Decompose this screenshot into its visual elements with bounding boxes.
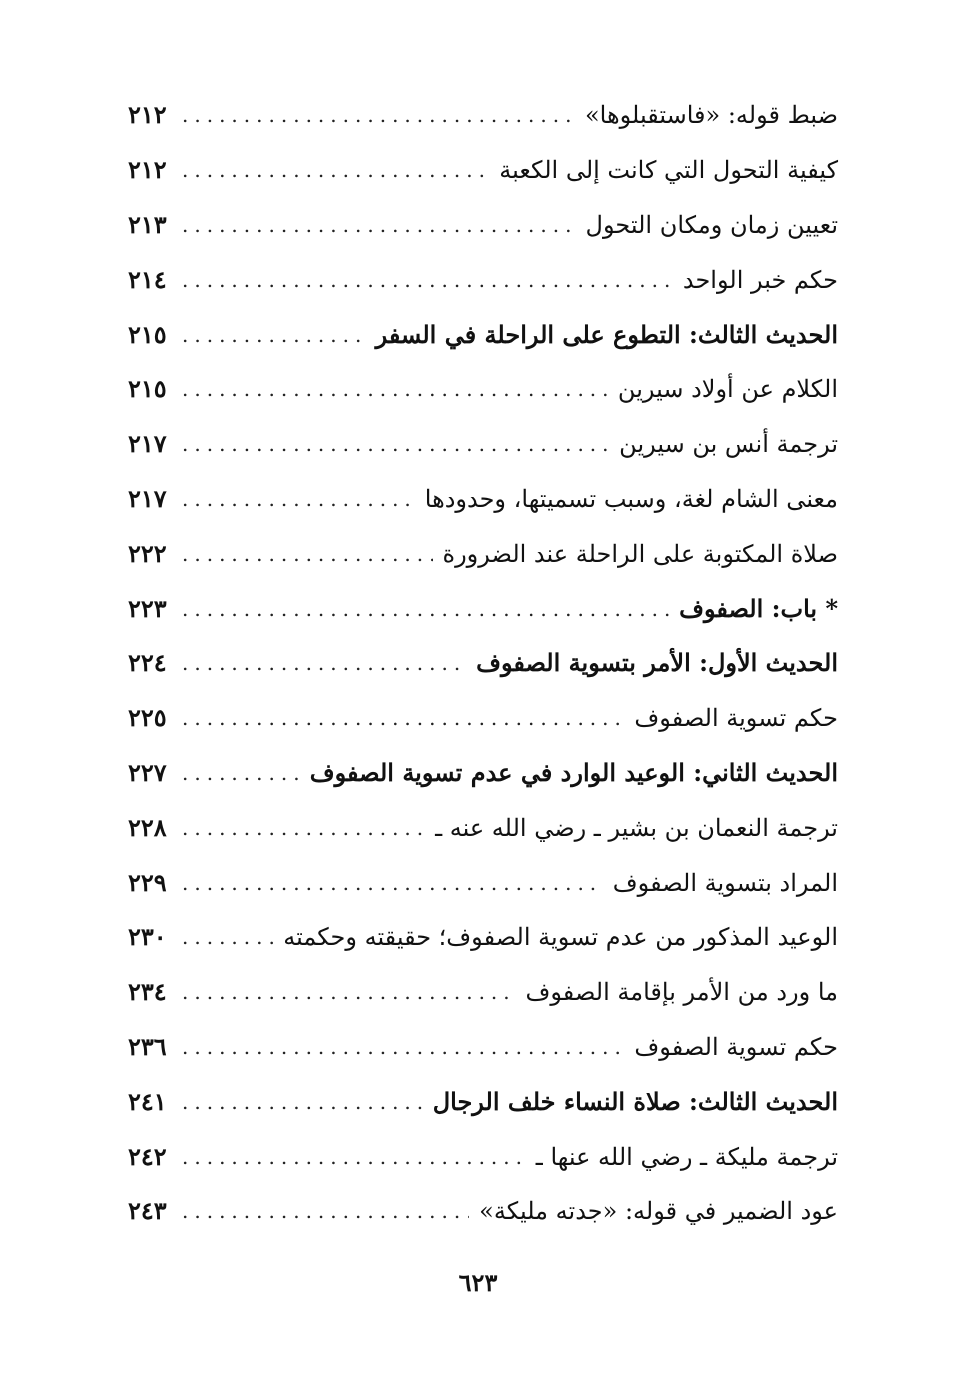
toc-entry-page: ٢٢٧ [128,757,167,787]
toc-entry-page: ٢٢٥ [128,703,167,733]
toc-leader-dots [182,1092,423,1112]
toc-entry-title: حكم تسوية الصفوف [634,704,838,733]
toc-entry [128,307,838,362]
toc-entry [128,1074,838,1129]
toc-entry-title: حكم تسوية الصفوف [634,1032,838,1061]
toc-entry-page: ٢١٧ [128,429,167,459]
toc-leader-dots [182,873,603,893]
toc-entry-title: الوعيد المذكور من عدم تسوية الصفوف؛ حقيقته وحكمته [283,923,838,952]
toc-entry [128,88,838,143]
toc-entry [128,1020,838,1075]
toc-entry-page: ٢١٤ [128,264,167,294]
toc-leader-dots [182,1147,526,1167]
toc-entry-title: ضبط قوله: «فاستقبلوها» [585,101,838,130]
toc-entry-page: ٢٤٢ [128,1141,167,1171]
toc-leader-dots [182,1037,624,1057]
toc-entry-title: ما ورد من الأمر بإقامة الصفوف [525,978,838,1007]
toc-entry [128,417,838,472]
toc-entry-title: معنى الشام لغة، وسبب تسميتها، وحدودها [424,484,838,513]
table-of-contents [128,88,838,1239]
toc-entry-title: الحديث الأول: الأمر بتسوية الصفوف [476,648,838,678]
page-number: ٦٢٣ [458,1268,498,1297]
toc-entry-page: ٢٤٣ [128,1196,167,1226]
toc-leader-dots [182,599,669,619]
toc-entry [128,1184,838,1239]
toc-leader-dots [182,927,273,947]
toc-entry [128,472,838,527]
toc-entry-title: الحديث الثالث: صلاة النساء خلف الرجال [432,1086,838,1116]
toc-entry [128,581,838,636]
toc-leader-dots [182,1201,469,1221]
toc-entry-page: ٢١٥ [128,319,167,349]
toc-entry-title: الكلام عن أولاد سيرين [617,375,838,404]
toc-entry-title: الحديث الثاني: الوعيد الوارد في عدم تسوية الصفوف [309,757,838,787]
toc-entry [128,198,838,253]
toc-entry [128,965,838,1020]
toc-entry-title: ترجمة النعمان بن بشير ـ رضي الله عنه ـ [435,813,838,842]
toc-entry-page: ٢٢٨ [128,812,167,842]
toc-entry [128,143,838,198]
toc-entry-title: الحديث الثالث: التطوع على الراحلة في السفر [375,319,838,349]
toc-entry [128,800,838,855]
toc-entry-title: حكم خبر الواحد [682,265,838,294]
toc-leader-dots [182,653,466,673]
toc-entry [128,252,838,307]
toc-entry-page: ٢١٢ [128,100,167,130]
toc-entry-title: ترجمة مليكة ـ رضي الله عنها ـ [535,1142,838,1171]
toc-entry-page: ٢١٣ [128,209,167,239]
toc-entry [128,910,838,965]
toc-entry-title: * باب: الصفوف [679,593,838,623]
toc-entry-title: ترجمة أنس بن سيرين [619,430,838,459]
toc-entry-title: صلاة المكتوبة على الراحلة عند الضرورة [442,539,838,568]
toc-entry [128,1129,838,1184]
toc-entry-page: ٢٣٠ [128,922,167,952]
toc-entry-page: ٢٣٤ [128,977,167,1007]
toc-leader-dots [182,818,425,838]
toc-entry-page: ٢١٥ [128,374,167,404]
toc-leader-dots [182,544,433,564]
toc-entry-page: ٢٤١ [128,1086,167,1116]
toc-entry-page: ٢٢٢ [128,538,167,568]
toc-leader-dots [182,160,489,180]
toc-entry-page: ٢١٢ [128,155,167,185]
toc-entry-title: المراد بتسوية الصفوف [612,868,838,897]
toc-entry-page: ٢٢٤ [128,648,167,678]
toc-leader-dots [182,489,415,509]
toc-entry [128,746,838,801]
toc-entry-page: ٢١٧ [128,483,167,513]
toc-leader-dots [182,215,576,235]
toc-entry-page: ٢٢٣ [128,593,167,623]
toc-entry [128,526,838,581]
toc-entry-title: تعيين زمان ومكان التحول [585,210,838,239]
toc-entry-title: عود الضمير في قوله: «جدته مليكة» [479,1197,838,1226]
toc-leader-dots [182,379,608,399]
toc-entry [128,855,838,910]
toc-entry-title: كيفية التحول التي كانت إلى الكعبة [499,156,838,185]
toc-leader-dots [182,763,300,783]
toc-entry [128,636,838,691]
toc-leader-dots [182,982,516,1002]
toc-entry-page: ٢٢٩ [128,867,167,897]
toc-leader-dots [182,434,609,454]
toc-leader-dots [182,270,673,290]
toc-leader-dots [182,708,624,728]
toc-leader-dots [182,105,575,125]
toc-entry [128,691,838,746]
toc-entry [128,362,838,417]
toc-leader-dots [182,325,366,345]
toc-entry-page: ٢٣٦ [128,1031,167,1061]
